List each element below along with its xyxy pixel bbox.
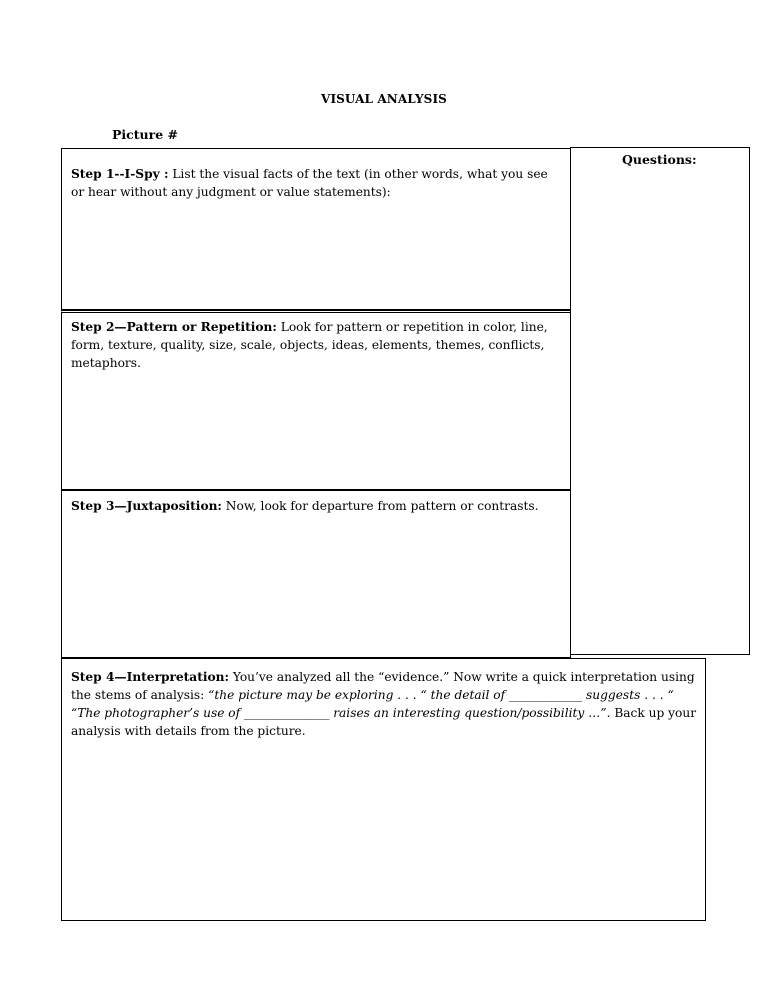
step2-text: Look for pattern or repetition in color, line, form, texture, quality, size, scale, objects, ideas, elements, themes, conflicts, metaphors. (71, 320, 548, 370)
step4-stems: “the picture may be exploring . . . “ the detail of ____________ suggests . . . “ “The photographer’s use of ______________ raises an interesting question/possibility …”. (71, 688, 674, 720)
picture-number-label: Picture # (112, 127, 178, 142)
step1-prompt (71, 165, 561, 201)
step3-label: Step 3—Juxtaposition: (71, 499, 222, 513)
step4-text-b: Back up your analysis with details from the picture. (71, 706, 697, 738)
step1-label: Step 1--I-Spy : (71, 167, 169, 181)
questions-label: Questions: (622, 152, 697, 167)
step4-box[interactable] (61, 658, 706, 921)
step4-label: Step 4—Interpretation: (71, 670, 229, 684)
step4-text-a: You’ve analyzed all the “evidence.” Now write a quick interpretation using the stems of analysis: (71, 670, 695, 702)
step1-box[interactable] (61, 148, 571, 310)
step3-prompt (71, 497, 566, 515)
step2-prompt (71, 318, 561, 372)
step2-label: Step 2—Pattern or Repetition: (71, 320, 277, 334)
step2-box[interactable] (61, 310, 571, 490)
step4-prompt (71, 668, 703, 740)
questions-box[interactable] (570, 147, 750, 655)
step1-text: List the visual facts of the text (in other words, what you see or hear without any judgment or value statements): (71, 167, 548, 199)
step3-box[interactable] (61, 490, 571, 658)
page-title: VISUAL ANALYSIS (321, 92, 447, 106)
step3-text: Now, look for departure from pattern or contrasts. (221, 499, 539, 513)
